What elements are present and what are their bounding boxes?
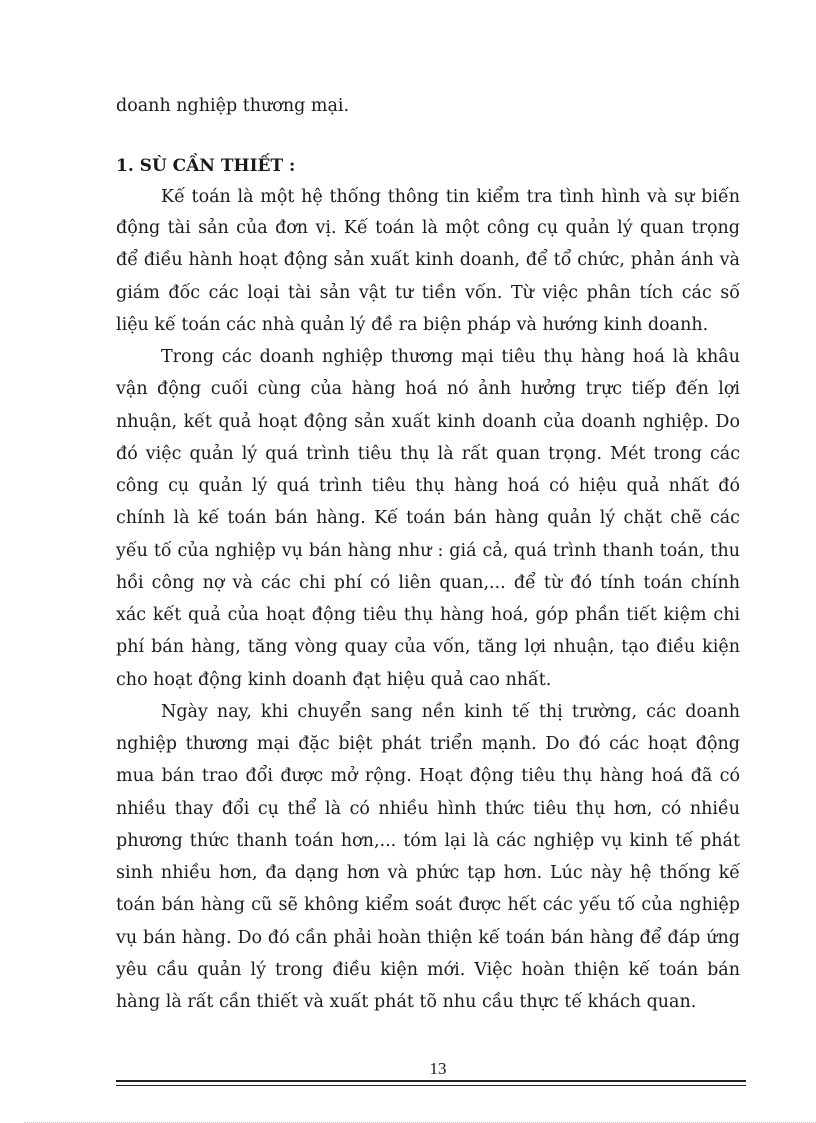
paragraph-line: để điều hành hoạt động sản xuất kinh doanh, để tổ chức, phản ánh và bbox=[116, 250, 740, 270]
paragraph-line: công cụ quản lý quá trình tiêu thụ hàng hoá có hiệu quả nhất đó bbox=[116, 476, 740, 496]
footer-rule-thick bbox=[116, 1080, 746, 1082]
paragraph-line: phương thức thanh toán hơn,... tóm lại là các nghiệp vụ kinh tế phát bbox=[116, 831, 740, 851]
paragraph-line: Ngày nay, khi chuyển sang nền kinh tế thị trường, các doanh bbox=[161, 702, 740, 722]
paragraph-line: nhuận, kết quả hoạt động sản xuất kinh doanh của doanh nghiệp. Do bbox=[116, 412, 740, 432]
page-number: 13 bbox=[429, 1059, 447, 1078]
paragraph-line: vận động cuối cùng của hàng hoá nó ảnh hưởng trực tiếp đến lợi bbox=[116, 379, 740, 399]
paragraph-line: liệu kế toán các nhà quản lý đề ra biện pháp và hướng kinh doanh. bbox=[116, 315, 709, 335]
paragraph-line: xác kết quả của hoạt động tiêu thụ hàng hoá, góp phần tiết kiệm chi bbox=[116, 605, 740, 625]
paragraph-line: phí bán hàng, tăng vòng quay của vốn, tăng lợi nhuận, tạo điều kiện bbox=[116, 637, 740, 657]
paragraph-line: toán bán hàng cũ sẽ không kiểm soát được hết các yếu tố của nghiệp bbox=[116, 895, 740, 915]
paragraph-line: nhiều thay đổi cụ thể là có nhiều hình thức tiêu thụ hơn, có nhiều bbox=[116, 799, 740, 819]
paragraph-line: đó việc quản lý quá trình tiêu thụ là rất quan trọng. Mét trong các bbox=[116, 444, 740, 464]
paragraph-line: hồi công nợ và các chi phí có liên quan,... để từ đó tính toán chính bbox=[116, 573, 740, 593]
section-heading: 1. SÙ CẦN THIẾT : bbox=[116, 156, 296, 176]
paragraph-line: động tài sản của đơn vị. Kế toán là một công cụ quản lý quan trọng bbox=[116, 218, 740, 238]
paragraph-line: yếu tố của nghiệp vụ bán hàng như : giá cả, quá trình thanh toán, thu bbox=[116, 541, 740, 561]
paragraph-line: giám đốc các loại tài sản vật tư tiền vốn. Từ việc phân tích các số bbox=[116, 283, 740, 303]
paragraph-line: chính là kế toán bán hàng. Kế toán bán hàng quản lý chặt chẽ các bbox=[116, 508, 740, 528]
footer-rule-thin bbox=[116, 1085, 746, 1086]
paragraph-line: yêu cầu quản lý trong điều kiện mới. Việc hoàn thiện kế toán bán bbox=[116, 960, 740, 980]
paragraph-line: vụ bán hàng. Do đó cần phải hoàn thiện kế toán bán hàng để đáp ứng bbox=[116, 928, 740, 948]
paragraph-line: cho hoạt động kinh doanh đạt hiệu quả cao nhất. bbox=[116, 670, 552, 690]
paragraph-line: mua bán trao đổi được mở rộng. Hoạt động tiêu thụ hàng hoá đã có bbox=[116, 766, 740, 786]
paragraph-line: Kế toán là một hệ thống thông tin kiểm tra tình hình và sự biến bbox=[161, 187, 740, 207]
paragraph-line: sinh nhiều hơn, đa dạng hơn và phức tạp hơn. Lúc này hệ thống kế bbox=[116, 863, 740, 883]
continuation-line: doanh nghiệp thương mại. bbox=[116, 96, 350, 116]
paragraph-line: Trong các doanh nghiệp thương mại tiêu thụ hàng hoá là khâu bbox=[161, 347, 740, 367]
paragraph-line: hàng là rất cần thiết và xuất phát tõ nhu cầu thực tế khách quan. bbox=[116, 992, 697, 1012]
paragraph-line: nghiệp thương mại đặc biệt phát triển mạnh. Do đó các hoạt động bbox=[116, 734, 740, 754]
